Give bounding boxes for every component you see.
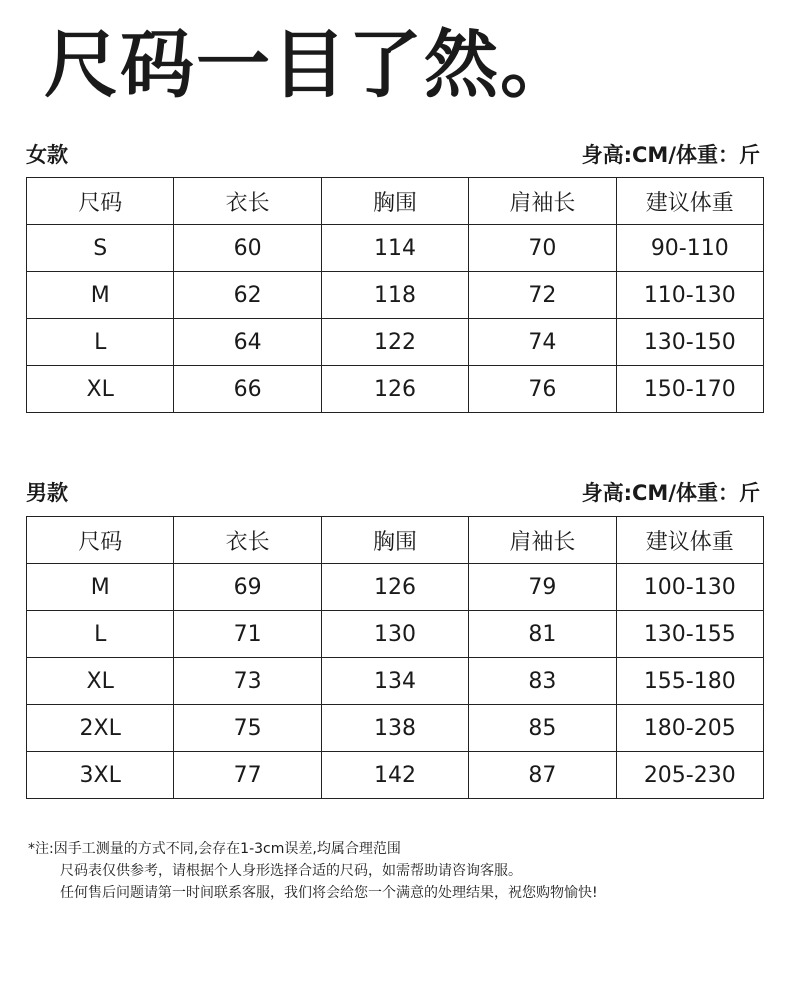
table-row (27, 366, 764, 413)
cell-weight: 100-130 (616, 564, 763, 611)
cell-sleeve: 83 (469, 658, 616, 705)
cell-sleeve: 70 (469, 225, 616, 272)
cell-length: 75 (174, 705, 321, 752)
cell-size: L (27, 319, 174, 366)
header-size: 尺码 (27, 178, 174, 225)
cell-sleeve: 87 (469, 752, 616, 799)
cell-size: XL (27, 366, 174, 413)
table-row (27, 611, 764, 658)
table-row (27, 272, 764, 319)
cell-length: 66 (174, 366, 321, 413)
cell-sleeve: 74 (469, 319, 616, 366)
cell-size: 2XL (27, 705, 174, 752)
women-unit-label: 身高:CM/体重：斤 (581, 143, 760, 167)
cell-length: 71 (174, 611, 321, 658)
cell-weight: 150-170 (616, 366, 763, 413)
cell-chest: 130 (321, 611, 468, 658)
cell-chest: 118 (321, 272, 468, 319)
page-title: 尺码一目了然。 (44, 22, 576, 108)
notes-block (28, 838, 598, 904)
cell-sleeve: 79 (469, 564, 616, 611)
cell-weight: 155-180 (616, 658, 763, 705)
header-sleeve: 肩袖长 (469, 517, 616, 564)
cell-weight: 130-155 (616, 611, 763, 658)
cell-sleeve: 85 (469, 705, 616, 752)
cell-chest: 142 (321, 752, 468, 799)
header-length: 衣长 (174, 178, 321, 225)
note-line: *注:因手工测量的方式不同,会存在1-3cm误差,均属合理范围 (28, 841, 401, 857)
cell-weight: 205-230 (616, 752, 763, 799)
table-row (27, 705, 764, 752)
header-length: 衣长 (174, 517, 321, 564)
header-weight: 建议体重 (616, 178, 763, 225)
cell-size: 3XL (27, 752, 174, 799)
cell-length: 69 (174, 564, 321, 611)
table-header-row (27, 178, 764, 225)
men-size-table (26, 516, 764, 799)
cell-chest: 134 (321, 658, 468, 705)
cell-size: L (27, 611, 174, 658)
cell-length: 77 (174, 752, 321, 799)
header-sleeve: 肩袖长 (469, 178, 616, 225)
cell-chest: 114 (321, 225, 468, 272)
table-row (27, 319, 764, 366)
note-line: 尺码表仅供参考，请根据个人身形选择合适的尺码，如需帮助请咨询客服。 (60, 863, 522, 879)
table-row (27, 658, 764, 705)
cell-weight: 130-150 (616, 319, 763, 366)
cell-size: XL (27, 658, 174, 705)
header-weight: 建议体重 (616, 517, 763, 564)
cell-chest: 126 (321, 366, 468, 413)
table-row (27, 225, 764, 272)
cell-weight: 90-110 (616, 225, 763, 272)
cell-size: M (27, 272, 174, 319)
cell-size: S (27, 225, 174, 272)
cell-sleeve: 81 (469, 611, 616, 658)
cell-weight: 180-205 (616, 705, 763, 752)
men-unit-label: 身高:CM/体重：斤 (581, 481, 760, 505)
cell-chest: 126 (321, 564, 468, 611)
cell-length: 62 (174, 272, 321, 319)
table-row (27, 752, 764, 799)
header-chest: 胸围 (321, 178, 468, 225)
note-line: 任何售后问题请第一时间联系客服，我们将会给您一个满意的处理结果，祝您购物愉快! (60, 885, 598, 901)
women-size-table (26, 177, 764, 413)
cell-weight: 110-130 (616, 272, 763, 319)
cell-chest: 138 (321, 705, 468, 752)
women-section-label: 女款 (26, 143, 68, 167)
table-row (27, 564, 764, 611)
cell-length: 73 (174, 658, 321, 705)
table-header-row (27, 517, 764, 564)
men-section-label: 男款 (26, 481, 68, 505)
cell-size: M (27, 564, 174, 611)
cell-length: 60 (174, 225, 321, 272)
header-size: 尺码 (27, 517, 174, 564)
header-chest: 胸围 (321, 517, 468, 564)
cell-sleeve: 72 (469, 272, 616, 319)
cell-length: 64 (174, 319, 321, 366)
cell-chest: 122 (321, 319, 468, 366)
cell-sleeve: 76 (469, 366, 616, 413)
